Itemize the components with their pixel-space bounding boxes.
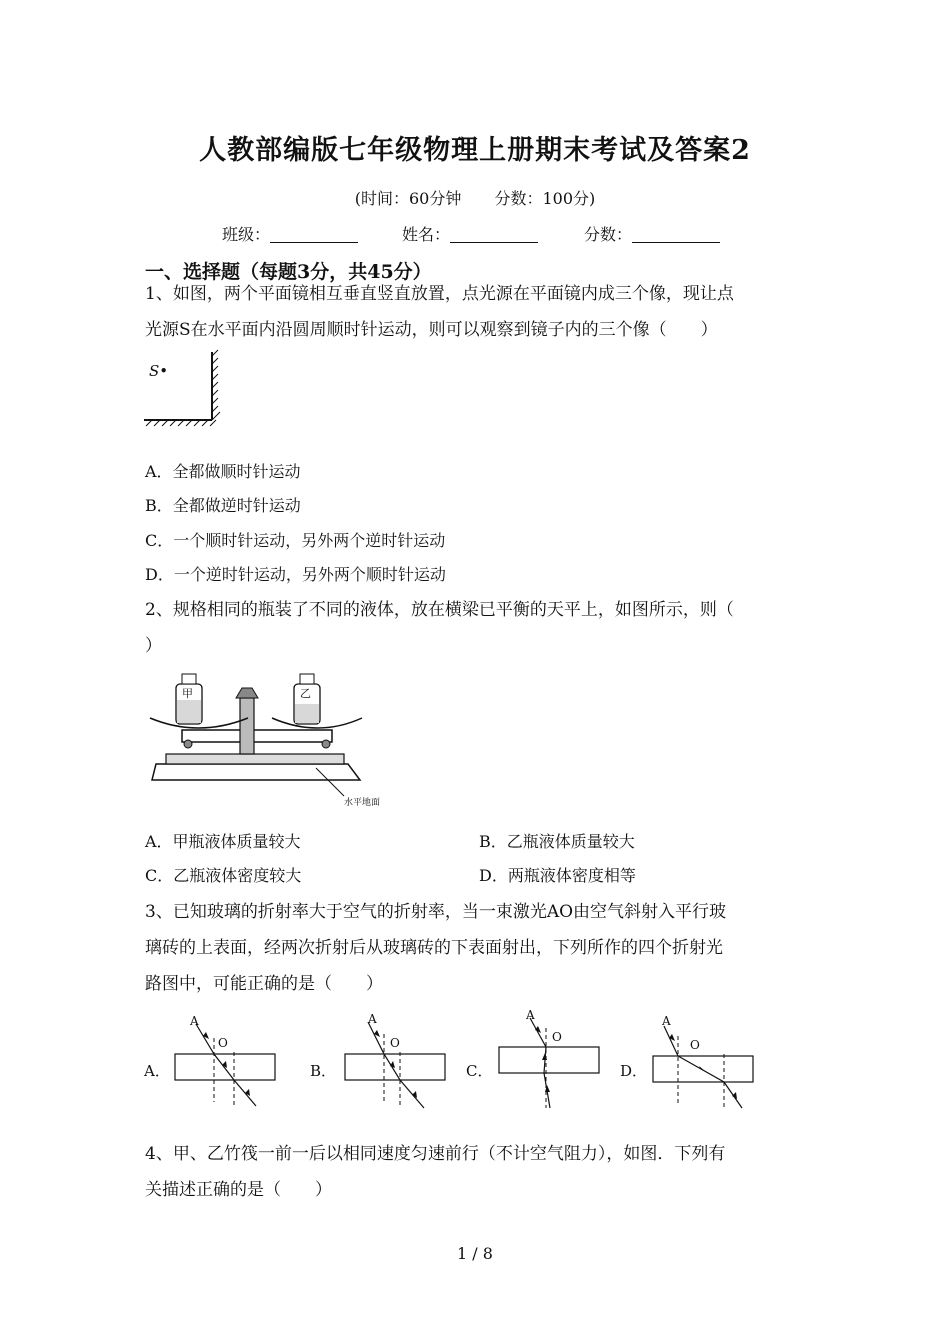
- q4-line1: 4、甲、乙竹筏一前一后以相同速度匀速前行（不计空气阻力），如图．下列有: [145, 1144, 726, 1164]
- q3-a-point-a: A: [190, 1014, 199, 1028]
- q3-fig-label-b: B．: [310, 1062, 337, 1080]
- q1-option-c: C．一个顺时针运动，另外两个逆时针运动: [145, 531, 446, 550]
- q3-line2: 璃砖的上表面，经两次折射后从玻璃砖的下表面射出，下列所作的四个折射光: [145, 938, 723, 958]
- q2-bottle-b-label: 乙: [300, 687, 311, 700]
- exam-time: (时间：60分钟: [354, 189, 462, 208]
- q3-figure-a: [170, 1012, 280, 1112]
- exam-total-score: 分数：100分): [494, 189, 596, 208]
- page-number: 1 / 8: [457, 1244, 493, 1263]
- q2-option-b: B．乙瓶液体质量较大: [479, 832, 635, 851]
- q2-option-d: D．两瓶液体密度相等: [479, 866, 636, 885]
- class-field: [222, 222, 358, 245]
- page-title: 人教部编版七年级物理上册期末考试及答案2: [199, 135, 751, 166]
- class-blank: [270, 226, 358, 243]
- q4-line2: 关描述正确的是（ ）: [145, 1180, 332, 1200]
- score-label: 分数：: [584, 225, 633, 244]
- section-heading: 一、选择题（每题3分，共45分）: [145, 261, 432, 283]
- name-field: [402, 222, 538, 245]
- exam-meta: [0, 186, 950, 209]
- q1-line1: 1、如图，两个平面镜相互垂直竖直放置，点光源在平面镜内成三个像，现让点: [145, 284, 734, 304]
- q2-line1: 2、规格相同的瓶装了不同的液体，放在横梁已平衡的天平上，如图所示，则（: [145, 600, 734, 620]
- q3-c-point-o: O: [552, 1030, 562, 1044]
- q3-figure-b: [340, 1012, 450, 1112]
- q3-b-point-o: O: [390, 1036, 400, 1050]
- q1-line2: 光源S在水平面内沿圆周顺时针运动，则可以观察到镜子内的三个像（ ）: [145, 320, 718, 340]
- q3-d-point-a: A: [662, 1014, 671, 1028]
- q3-a-point-o: O: [218, 1036, 228, 1050]
- q2-line2: ）: [145, 636, 162, 656]
- q3-line3: 路图中，可能正确的是（ ）: [145, 974, 383, 994]
- q3-figure-c: [494, 1010, 604, 1110]
- score-blank: [632, 226, 720, 243]
- q3-b-point-a: A: [368, 1012, 377, 1026]
- name-blank: [450, 226, 538, 243]
- score-field: [584, 222, 720, 245]
- q3-c-point-a: A: [526, 1008, 535, 1022]
- q3-line1: 3、已知玻璃的折射率大于空气的折射率，当一束激光AO由空气斜射入平行玻: [145, 902, 727, 922]
- q2-option-a: A．甲瓶液体质量较大: [145, 832, 301, 851]
- q3-fig-label-d: D．: [620, 1062, 648, 1080]
- q2-ground-label: 水平地面: [344, 798, 381, 808]
- class-label: 班级：: [222, 225, 271, 244]
- name-label: 姓名：: [402, 225, 451, 244]
- q2-bottle-a-label: 甲: [182, 687, 193, 700]
- q3-d-point-o: O: [690, 1038, 700, 1052]
- q2-option-c: C．乙瓶液体密度较大: [145, 866, 302, 885]
- q1-source-label: S•: [149, 362, 169, 380]
- q3-fig-label-c: C．: [466, 1062, 493, 1080]
- q1-option-b: B．全都做逆时针运动: [145, 496, 301, 515]
- q1-option-d: D．一个逆时针运动，另外两个顺时针运动: [145, 565, 446, 584]
- q1-option-a: A．全都做顺时针运动: [145, 462, 301, 481]
- q3-fig-label-a: A．: [144, 1062, 170, 1080]
